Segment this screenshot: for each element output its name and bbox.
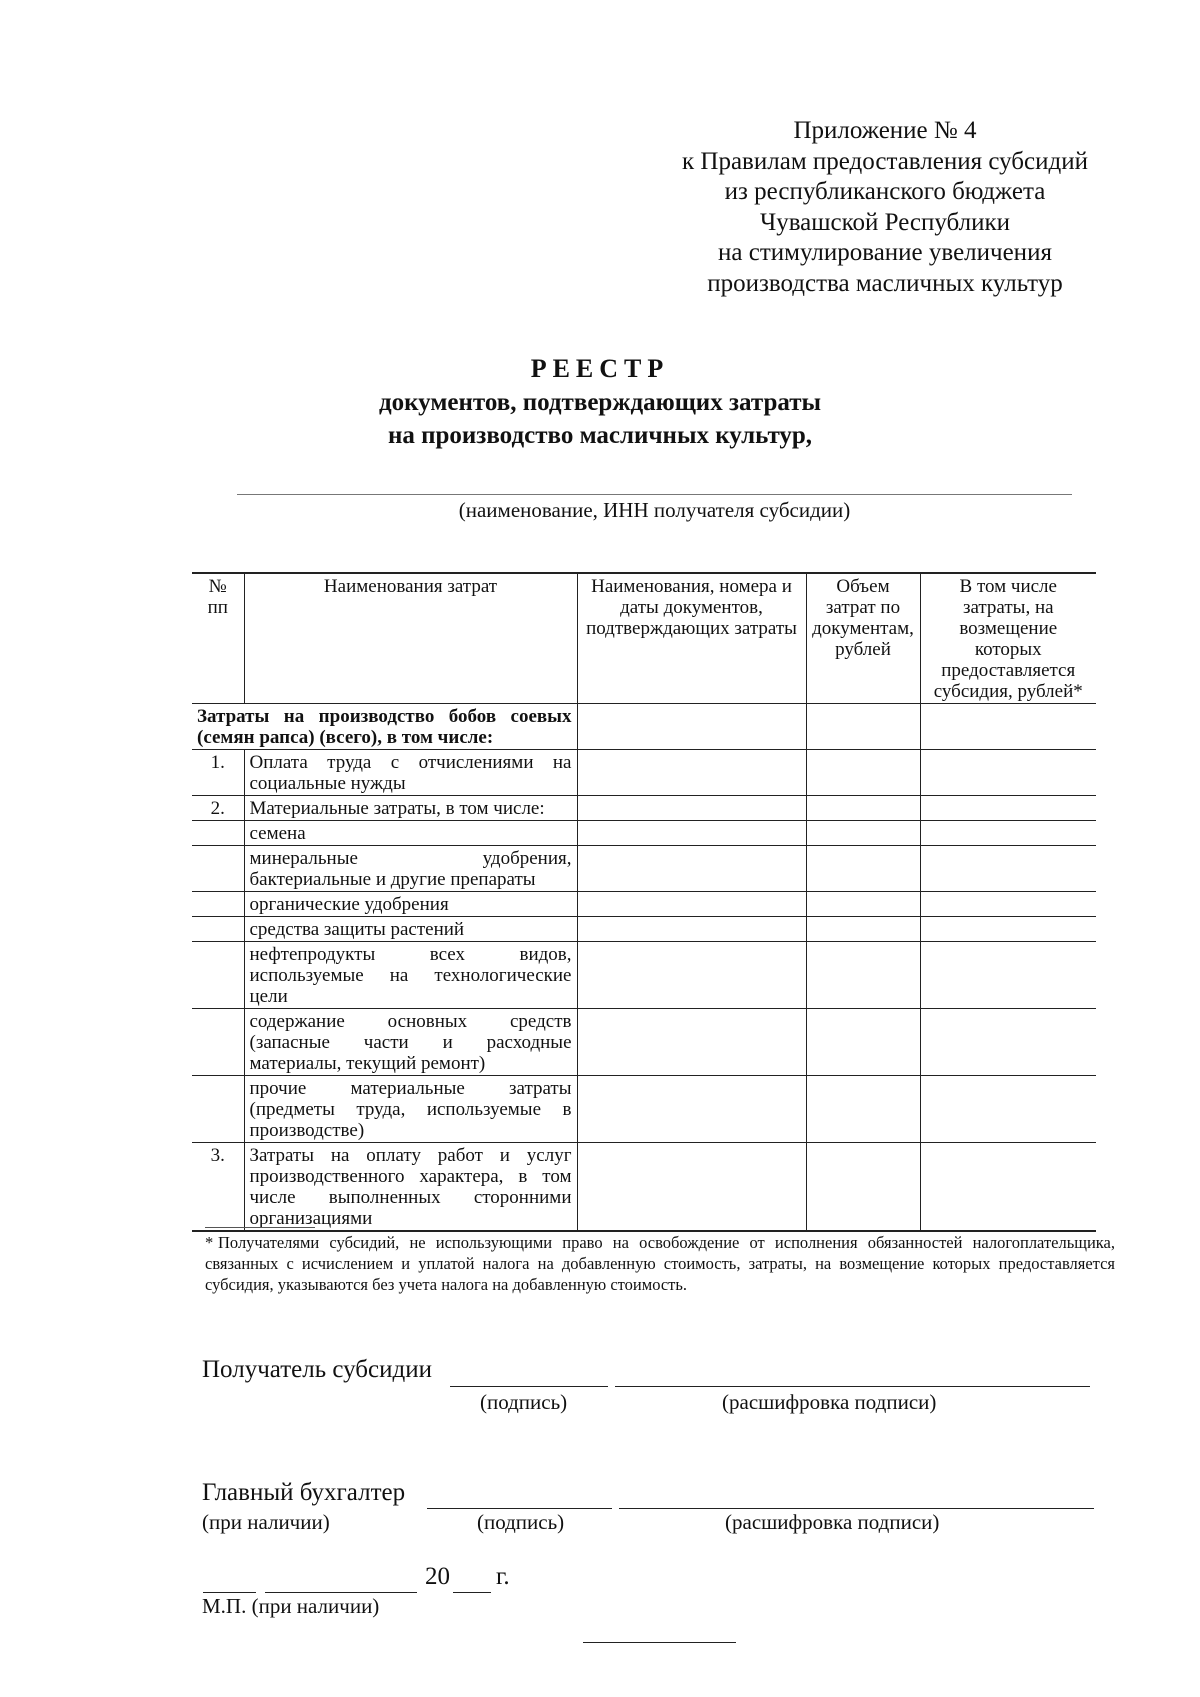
row-documents-cell (577, 846, 806, 892)
row-amount-cell (806, 846, 920, 892)
accountant-decoding-line (619, 1508, 1094, 1509)
footnote (205, 1232, 1115, 1295)
row-cost-name: прочие материальные затраты (предметы труда, используемые в производстве) (244, 1076, 577, 1143)
decoding-caption: (расшифровка подписи) (722, 1390, 937, 1414)
bottom-separator (583, 1642, 736, 1643)
row-subsidy-cell (920, 750, 1096, 796)
footnote-marker: * (205, 1233, 214, 1252)
row-number: 2. (210, 798, 225, 819)
accountant-label: Главный бухгалтер (202, 1479, 406, 1506)
table-row (192, 796, 1096, 821)
row-cost-name: Оплата труда с отчислениями на социальные нужды (244, 750, 577, 796)
row-amount-cell (806, 1009, 920, 1076)
row-subsidy-cell (920, 821, 1096, 846)
row-number: 1. (210, 752, 225, 773)
header-number: № пп (192, 573, 244, 704)
title-subtitle: документов, подтверждающих затраты (378, 389, 822, 416)
row-cost-name: нефтепродукты всех видов, используемые на технологические цели (244, 942, 577, 1009)
date-day-line (203, 1592, 256, 1593)
row-subsidy-cell (920, 917, 1096, 942)
appendix-line: Чувашской Республики (759, 208, 1011, 236)
recipient-decoding-line (615, 1386, 1090, 1387)
row-cost-name: средства защиты растений (244, 917, 577, 942)
row-amount-cell (806, 942, 920, 1009)
row-number (192, 1076, 244, 1143)
signature-caption: (подпись) (477, 1510, 565, 1534)
row-documents-cell (577, 892, 806, 917)
table-row (192, 1076, 1096, 1143)
row-subsidy-cell (920, 704, 1096, 750)
row-amount-cell (806, 917, 920, 942)
date-year-line (453, 1592, 491, 1593)
appendix-line: Приложение № 4 (793, 117, 977, 144)
row-subsidy-cell (920, 1009, 1096, 1076)
title-main: РЕЕСТР (530, 354, 670, 383)
row-cost-name: содержание основных средств (запасные части и расходные материалы, текущий ремонт) (244, 1009, 577, 1076)
table-row (192, 917, 1096, 942)
row-subsidy-cell (920, 1143, 1096, 1232)
recipient-label: Получатель субсидии (202, 1356, 432, 1383)
appendix-line: из республиканского бюджета (724, 178, 1046, 205)
row-cost-name: органические удобрения (244, 892, 577, 917)
row-subsidy-cell (920, 892, 1096, 917)
header-subsidy-amount: В том числе затраты, на возмещение которых предоставляется субсидия, рублей* (920, 573, 1096, 704)
date-month-line (265, 1592, 417, 1593)
row-amount-cell (806, 1143, 920, 1232)
registry-table (192, 572, 1096, 1232)
row-amount-cell (806, 1076, 920, 1143)
row-documents-cell (577, 1076, 806, 1143)
row-number: 3. (210, 1145, 225, 1166)
row-cost-name: семена (244, 821, 577, 846)
accountant-signature-line (427, 1508, 612, 1509)
row-amount-cell (806, 704, 920, 750)
table-row (192, 1009, 1096, 1076)
appendix-header (660, 116, 1110, 299)
row-documents-cell (577, 750, 806, 796)
row-documents-cell (577, 917, 806, 942)
row-amount-cell (806, 796, 920, 821)
footnote-text: Получателями субсидий, не использующими право на освобождение от исполнения обязанностей налогоплательщика, связанных с исчислением и уплатой налога на добавленную стоимость, затраты, на возмещение которых предоставляется субсидия, указываются без учета налога на добавленную стоимость. (205, 1233, 1115, 1294)
footnote-separator (205, 1227, 315, 1228)
date-year-suffix: г. (496, 1563, 510, 1590)
header-amount: Объем затрат по документам, рублей (806, 573, 920, 704)
row-number (192, 1009, 244, 1076)
appendix-line: производства масличных культур (707, 269, 1063, 297)
document-title (300, 352, 900, 452)
signature-caption: (подпись) (480, 1390, 568, 1414)
row-documents-cell (577, 796, 806, 821)
row-number (192, 846, 244, 892)
row-amount-cell (806, 821, 920, 846)
header-cost-name: Наименования затрат (244, 573, 577, 704)
table-row (192, 846, 1096, 892)
row-cost-name: минеральные удобрения, бактериальные и другие препараты (244, 846, 577, 892)
row-documents-cell (577, 1143, 806, 1232)
row-number (192, 917, 244, 942)
row-documents-cell (577, 1009, 806, 1076)
row-documents-cell (577, 942, 806, 1009)
row-documents-cell (577, 821, 806, 846)
row-cost-name: Затраты на производство бобов соевых (семян рапса) (всего), в том числе: (197, 706, 572, 748)
row-number (192, 892, 244, 917)
recipient-name-line (237, 494, 1072, 495)
row-subsidy-cell (920, 796, 1096, 821)
table-row (192, 750, 1096, 796)
stamp-caption: М.П. (при наличии) (202, 1594, 380, 1618)
decoding-caption: (расшифровка подписи) (725, 1510, 940, 1534)
title-subtitle: на производство масличных культур, (387, 422, 813, 449)
appendix-line: на стимулирование увеличения (718, 239, 1052, 266)
recipient-caption: (наименование, ИНН получателя субсидии) (458, 498, 851, 522)
table-row (192, 704, 1096, 750)
table-row (192, 892, 1096, 917)
row-amount-cell (806, 892, 920, 917)
row-cost-name: Затраты на оплату работ и услуг производственного характера, в том числе выполненных сторонними организациями (244, 1143, 577, 1232)
row-amount-cell (806, 750, 920, 796)
row-number (192, 821, 244, 846)
row-subsidy-cell (920, 942, 1096, 1009)
table-row (192, 821, 1096, 846)
header-documents: Наименования, номера и даты документов, подтверждающих затраты (577, 573, 806, 704)
row-number (192, 942, 244, 1009)
row-documents-cell (577, 704, 806, 750)
table-header-row (192, 573, 1096, 704)
table-row (192, 1143, 1096, 1232)
date-year-prefix: 20 (425, 1563, 450, 1590)
if-any-caption: (при наличии) (202, 1510, 330, 1534)
recipient-signature-line (450, 1386, 608, 1387)
appendix-line: к Правилам предоставления субсидий (682, 147, 1088, 175)
table-row (192, 942, 1096, 1009)
row-subsidy-cell (920, 1076, 1096, 1143)
row-subsidy-cell (920, 846, 1096, 892)
row-cost-name: Материальные затраты, в том числе: (244, 796, 577, 821)
